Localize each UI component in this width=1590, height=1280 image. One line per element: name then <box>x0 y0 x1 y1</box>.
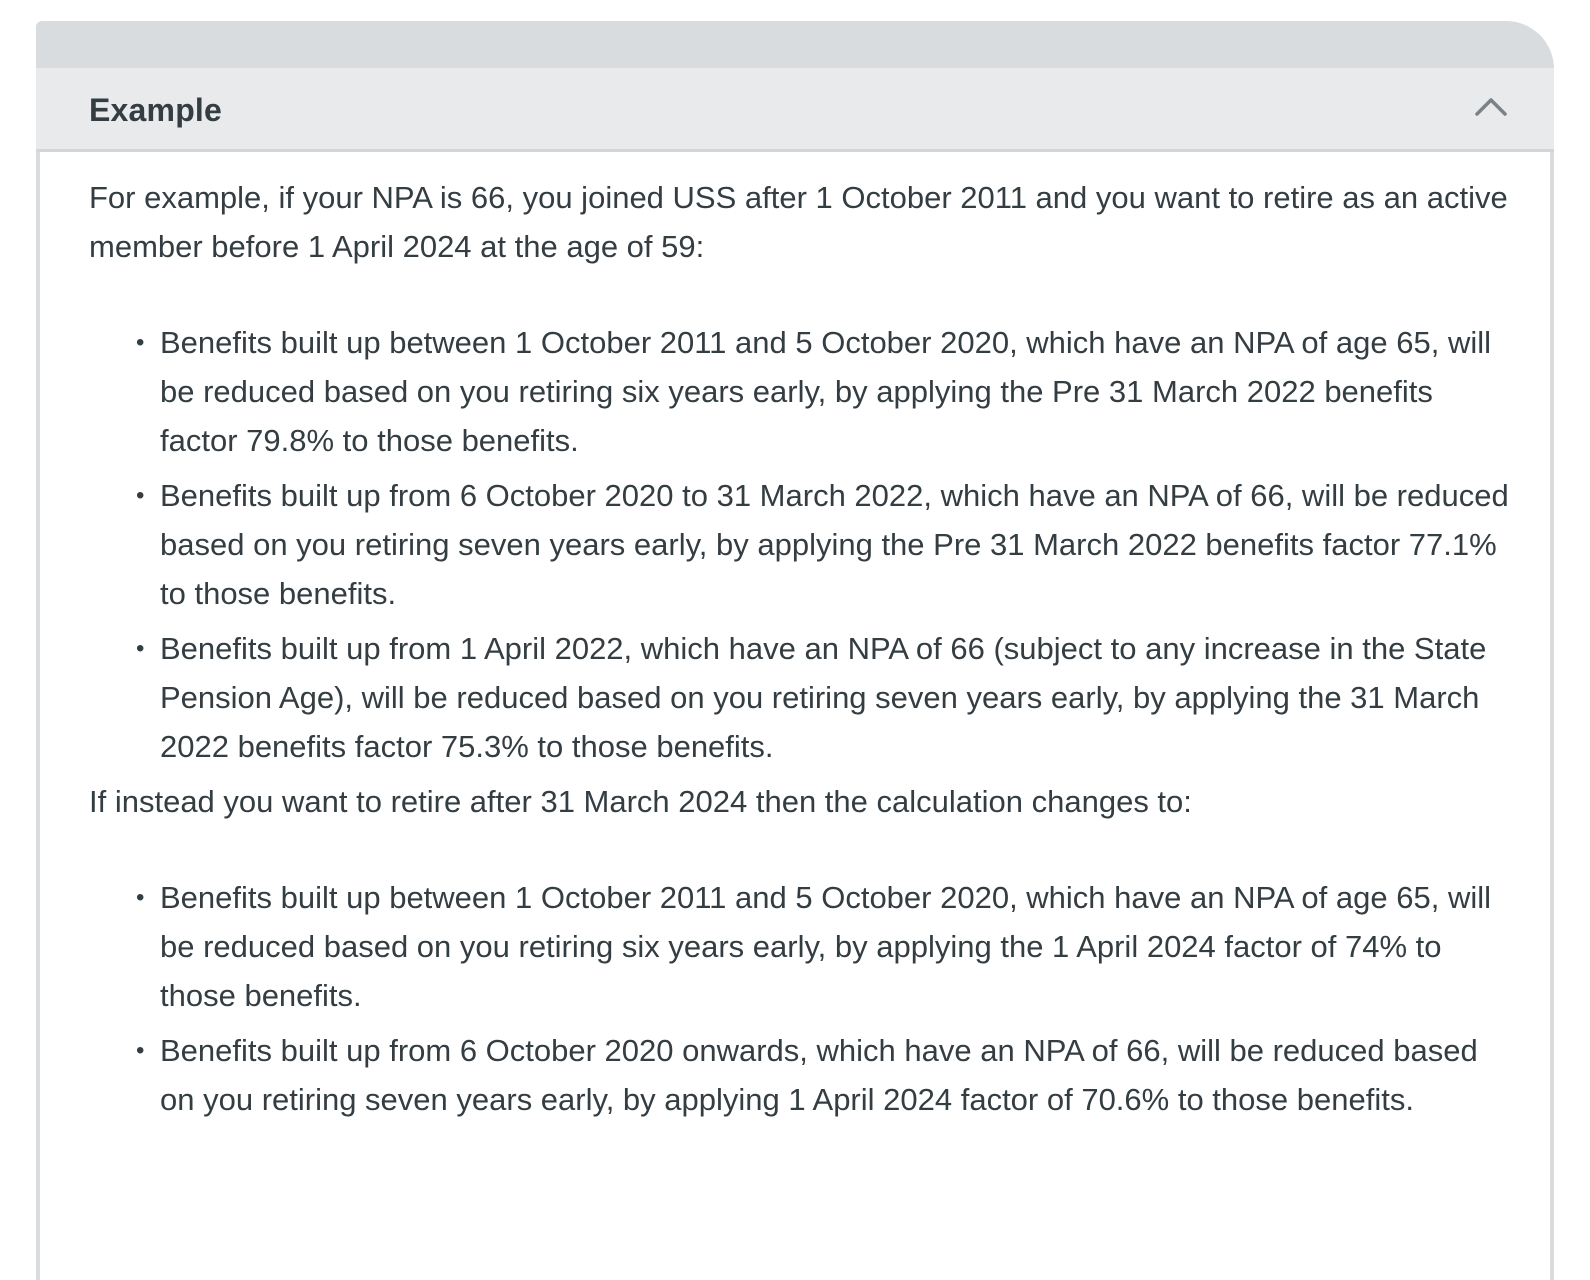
after-2024-list <box>89 873 1509 1124</box>
accordion-body <box>89 173 1509 1130</box>
before-2024-list <box>89 318 1509 771</box>
accordion-border-left <box>36 152 40 1280</box>
bullet-icon: • <box>136 1037 145 1064</box>
list-item-text: Benefits built up from 1 April 2022, which have an NPA of 66 (subject to any increase in the State Pension Age), will be reduced based on you retiring seven years early, by applying the 31 March 2022 benefits factor 75.3% to those benefits. <box>160 631 1487 764</box>
list-item <box>89 318 1509 465</box>
list-item-text: Benefits built up from 6 October 2020 onwards, which have an NPA of 66, will be reduced based on you retiring seven years early, by applying 1 April 2024 factor of 70.6% to those benefits. <box>160 1033 1478 1117</box>
list-item <box>89 624 1509 771</box>
list-item-text: Benefits built up between 1 October 2011 and 5 October 2020, which have an NPA of age 65, will be reduced based on you retiring six years early, by applying the 1 April 2024 factor of 74% to those benefits. <box>160 880 1491 1013</box>
bullet-icon: • <box>136 635 145 662</box>
accordion-header[interactable] <box>36 68 1554 152</box>
list-item <box>89 1026 1509 1124</box>
accordion-title: Example <box>89 92 223 128</box>
chevron-up-icon[interactable] <box>1474 94 1508 118</box>
transition-paragraph: If instead you want to retire after 31 March 2024 then the calculation changes to: <box>89 784 1192 819</box>
example-accordion <box>36 21 1554 1280</box>
list-item-text: Benefits built up from 6 October 2020 to 31 March 2022, which have an NPA of 66, will be reduced based on you retiring seven years early, by applying the Pre 31 March 2022 benefits factor 77.1% to those benefits. <box>160 478 1509 611</box>
intro-paragraph: For example, if your NPA is 66, you joined USS after 1 October 2011 and you want to retire as an active member before 1 April 2024 at the age of 59: <box>89 180 1508 264</box>
bullet-icon: • <box>136 482 145 509</box>
accordion-top-strip <box>36 21 1554 68</box>
list-item <box>89 471 1509 618</box>
bullet-icon: • <box>136 884 145 911</box>
list-item-text: Benefits built up between 1 October 2011 and 5 October 2020, which have an NPA of age 65, will be reduced based on you retiring six years early, by applying the Pre 31 March 2022 benefits factor 79.8% to those benefits. <box>160 325 1491 458</box>
accordion-border-right <box>1550 152 1554 1280</box>
list-item <box>89 873 1509 1020</box>
bullet-icon: • <box>136 329 145 356</box>
